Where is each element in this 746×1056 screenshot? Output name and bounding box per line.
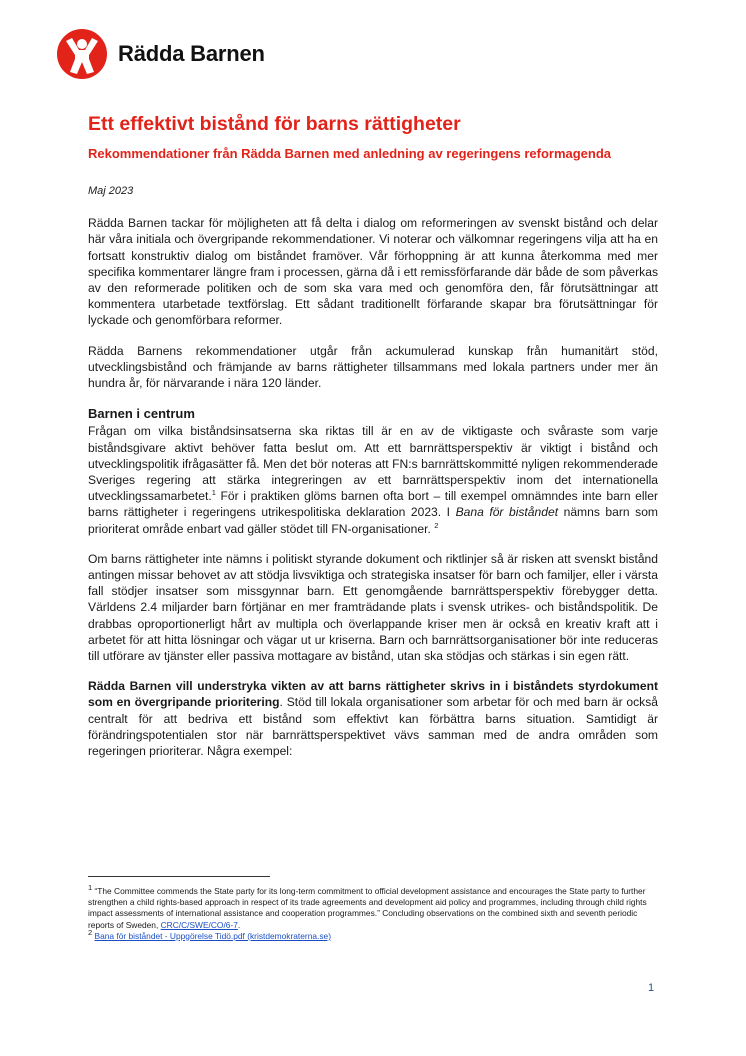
logo (56, 28, 265, 80)
footnote-ref-1[interactable]: 1 (211, 488, 216, 498)
footnote-2 (88, 928, 660, 942)
footnote-ref-2[interactable]: 2 (434, 520, 439, 530)
section-heading: Barnen i centrum (88, 406, 195, 422)
italic-title: Bana för biståndet (455, 505, 559, 520)
text-span: . Stöd till lokala organisationer som arbetar för och med barn är också centralt för att bedriva ett bistånd som effektivt kan förbättra barns situation. Samtidigt är förändringspotentialen stor när barnrättsperspektivet vävs samman med de andra områden som regeringen prioriterar. Några exempel: (88, 695, 658, 758)
page-number: 1 (648, 982, 655, 994)
text-span: Frågan om vilka biståndsinsatserna ska riktas till är en av de viktigaste och svåraste som varje biståndsgivare aktivt behöver fatta beslut om. Att ett barnrättsperspektiv är viktigt i bistånd och utvecklingspolitik ifrågasätter få. Men det bör noteras att FN:s barnrättskommitté nyligen rekommenderade Sveriges regering att stärka integreringen av ett barnrättsperspektiv inom det internationella utvecklingssamarbetet. (88, 424, 658, 504)
footnote-text: . (237, 919, 241, 930)
footnote-link-crc[interactable]: CRC/C/SWE/CO/6-7 (160, 919, 238, 930)
footnote-link-bana[interactable]: Bana för biståndet - Uppgörelse Tidö.pdf (kristdemokraterna.se) (94, 930, 331, 941)
paragraph-rights: Om barns rättigheter inte nämns i politiskt styrande dokument och riktlinjer så är risken att svenskt bistånd antingen missar behovet av att stödja livsviktiga och strategiska insatser för barn och familjer, eller i värsta fall stödjer insatser som missgynnar barn. Ett genomgående barnrättsperspektiv förebygger detta. Världens 2.4 miljarder barn förtjänar en mer framträdande plats i svensk utrikes- och biståndspolitik. De drabbas oproportionerligt hårt av multipla och överlappande kriser men är också en kreativ kraft att i arbetet för att hitta lösningar och vägar ut ur kriserna. Barn och barnrättsorganisationer bör inte reduceras till utförare av tjänster eller passiva mottagare av bistånd, utan ska stödjas och stärkas i sin egen rätt. (88, 551, 658, 663)
footnote-divider (88, 876, 270, 877)
bold-statement: Rädda Barnen vill understryka vikten av att barns rättigheter skrivs in i biståndets styrdokument som en övergripande prioritering (88, 679, 658, 710)
document-title: Ett effektivt bistånd för barns rättigheter (88, 113, 461, 135)
footnote-marker: 2 (88, 928, 93, 938)
footnote-1 (88, 883, 660, 931)
paragraph-recommendation (88, 678, 658, 759)
paragraph-children-centre (88, 423, 658, 536)
text-span: nämns barn som prioriterat område enbart vad gäller stödet till FN-organisationer. (88, 505, 658, 536)
document-subtitle: Rekommendationer från Rädda Barnen med anledning av regeringens reformagenda (88, 146, 612, 162)
text-span: För i praktiken glöms barnen ofta bort – till exempel omnämndes inte barn eller barns rättigheter i regeringens utrikespolitiska deklaration 2023. I (88, 489, 658, 520)
paragraph-intro: Rädda Barnen tackar för möjligheten att få delta i dialog om reformeringen av svenskt bistånd och delar här våra initiala och övergripande rekommendationer. Vi noterar och välkomnar regeringens vilja att ha en fortsatt konstruktiv dialog om biståndet framöver. Vår förhoppning är att kunna återkomma med mer specifika kommentarer längre fram i processen, gärna då i ett remissförfarande där både de som påverkas av den reformerade politiken och de som ska vara med och genomföra den, får förutsättningar att kommentera utarbetade textförslag. Ett sådant traditionellt förfarande skapar bra förutsättningar för lyckade och genomförbara reformer. (88, 216, 658, 328)
paragraph-background: Rädda Barnens rekommendationer utgår från ackumulerad kunskap från humanitärt stöd, utvecklingsbistånd och främjande av barns rättigheter tillsammans med lokala partners under mer än hundra år, för närvarande i nära 120 länder. (88, 343, 658, 391)
footnote-marker: 1 (88, 883, 93, 893)
document-date: Maj 2023 (88, 185, 134, 198)
logo-text: Rädda Barnen (118, 41, 265, 66)
footnote-text: “The Committee commends the State party for its long-term commitment to official development assistance and encourages the State party to further strengthen a child rights-based approach in respect of its trade agreements and development aid policy and programmes, including through child rights impact assessments of international assistance and cooperation programmes.” Concluding observations on the combined sixth and seventh periodic reports of Sweden, (88, 886, 647, 930)
child-emblem-icon (56, 28, 108, 80)
main-content (88, 112, 658, 759)
footnotes (88, 876, 660, 942)
